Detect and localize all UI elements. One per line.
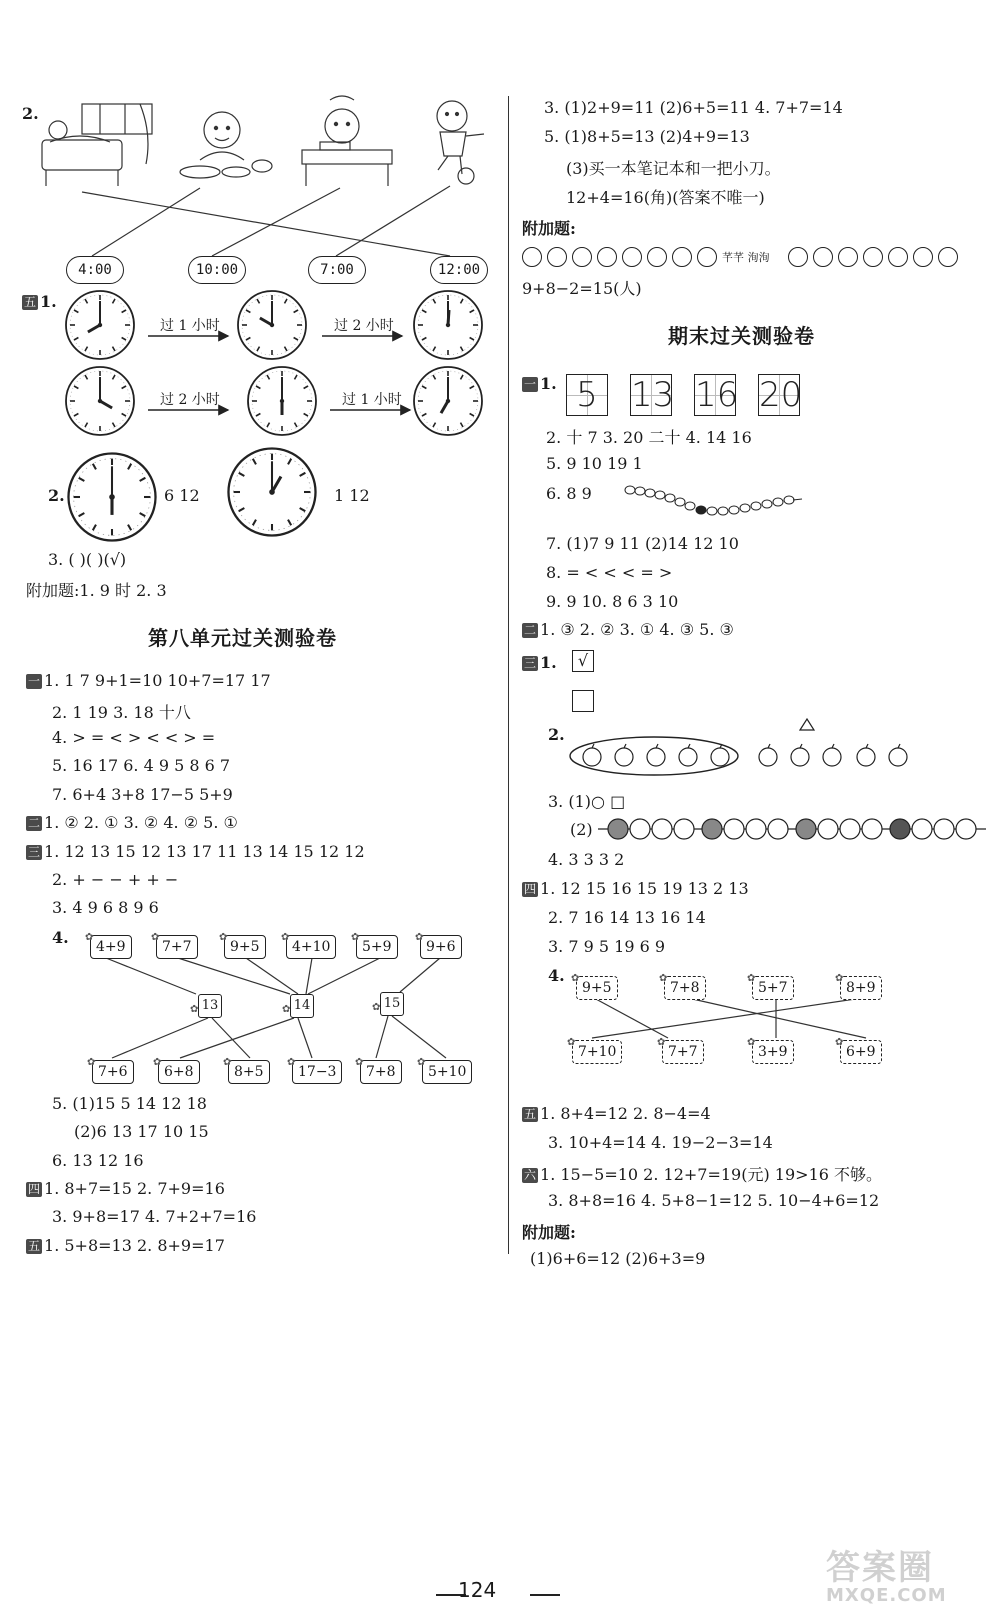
answer-line: 五 1. 5+8=13 2. 8+9=17 [28, 1236, 225, 1255]
section-tag: 四 [524, 882, 537, 896]
expression-box: ✿ 4+10 [286, 935, 336, 959]
answer-line: 四 1. 12 15 16 15 19 13 2 13 [524, 879, 749, 898]
expression-box: ✿ 8+5 [228, 1060, 270, 1084]
expression-box: ✿ 7+7 [156, 935, 198, 959]
section-tag: 一 [28, 674, 41, 688]
digit-box: 5 [566, 374, 608, 416]
answer-line: 三 1. 12 13 15 12 13 17 11 13 14 15 12 12 [28, 842, 365, 861]
number-box: ✿ 13 [198, 994, 222, 1018]
answer-line: 3. (1)○ □ [548, 792, 626, 811]
answer-line: 5. (1)15 5 14 12 18 [52, 1094, 207, 1113]
expression-box: ✿ 5+9 [356, 935, 398, 959]
answer-line: 12+4=16(角)(答案不唯一) [566, 188, 765, 207]
answer-line: (2)6 13 17 10 15 [74, 1122, 209, 1141]
answer-line: 2. 十 7 3. 20 二十 4. 14 16 [546, 428, 752, 447]
digit-box: 13 [631, 375, 675, 415]
answer-line: 四 1. 8+7=15 2. 7+9=16 [28, 1179, 225, 1198]
answer-line: (1)6+6=12 (2)6+3=9 [530, 1249, 706, 1268]
answer-line: 3. (1)2+9=11 (2)6+5=11 4. 7+7=14 [544, 98, 843, 117]
answer-line: 5. (1)8+5=13 (2)4+9=13 [544, 127, 750, 146]
expression-box: ✿ 8+9 [840, 976, 882, 1000]
number-box: ✿ 14 [290, 994, 314, 1018]
answer-line: 7. (1)7 9 11 (2)14 12 10 [546, 534, 739, 553]
question-label: 4. [52, 928, 69, 947]
page-number: 124 [458, 1578, 497, 1602]
time-capsule: 10:00 [188, 256, 246, 284]
clock-answer: 6 12 [164, 486, 200, 505]
answer-line: 3. 8+8=16 4. 5+8−1=12 5. 10−4+6=12 [548, 1191, 880, 1210]
arrow-label: 过 2 小时 [334, 318, 394, 334]
expression-box: ✿ 9+6 [420, 935, 462, 959]
answer-line: 3. 10+4=14 4. 19−2−3=14 [548, 1133, 773, 1152]
section-tag: 四 [28, 1182, 41, 1196]
answer-line: 4. > = < > < < > = [52, 728, 216, 747]
time-capsule: 4:00 [66, 256, 124, 284]
unit-8-title: 第八单元过关测验卷 [148, 626, 337, 650]
answer-line: 二 1. ③ 2. ② 3. ① 4. ③ 5. ③ [524, 620, 734, 639]
clock-answer: 1 12 [334, 486, 370, 505]
section-three-heading: 三 1. [524, 653, 557, 672]
answer-line: 2. 7 16 14 13 16 14 [548, 908, 706, 927]
answer-line: 2. + − − + + − [52, 870, 179, 889]
answer-line: 9+8−2=15(人) [522, 279, 642, 298]
answer-line: 6. 13 12 16 [52, 1151, 144, 1170]
answer-line: 二 1. ② 2. ① 3. ② 4. ② 5. ① [28, 813, 238, 832]
number-box: ✿ 15 [380, 992, 404, 1016]
question-label: 1. [40, 292, 57, 311]
checked-box: √ [572, 650, 594, 672]
watermark: 答案圈 MXQE.COM [826, 1548, 947, 1606]
answer-line: 4. 3 3 3 2 [548, 850, 625, 869]
question-label: 4. [548, 966, 565, 985]
bonus-heading: 附加题: [522, 1223, 576, 1242]
question-label: 2. [48, 486, 65, 505]
answer-line: 8. = < < < = > [546, 563, 673, 582]
expression-box: ✿ 7+7 [662, 1040, 704, 1064]
section-tag: 二 [28, 816, 41, 830]
answer-line: 五 1. 8+4=12 2. 8−4=4 [524, 1104, 711, 1123]
expression-box: ✿ 6+8 [158, 1060, 200, 1084]
expression-box: ✿ 7+8 [664, 976, 706, 1000]
footer-rule [530, 1594, 560, 1596]
expression-box: ✿ 5+10 [422, 1060, 472, 1084]
section-tag: 六 [524, 1168, 537, 1182]
expression-box: ✿ 7+10 [572, 1040, 622, 1064]
section-tag: 一 [524, 377, 537, 391]
answer-line: 3. 7 9 5 19 6 9 [548, 937, 666, 956]
answer-line: 一 1. 1 7 9+1=10 10+7=17 17 [28, 671, 271, 690]
section-tag: 二 [524, 623, 537, 637]
digit-box: 16 [695, 375, 739, 415]
arrow-label: 过 1 小时 [342, 392, 402, 408]
section-tag: 三 [524, 656, 537, 670]
arrow-label: 过 1 小时 [160, 318, 220, 334]
section-tag: 五 [524, 1107, 537, 1121]
answer-line: 5. 16 17 6. 4 9 5 8 6 7 [52, 756, 231, 775]
answer-line: 9. 9 10. 8 6 3 10 [546, 592, 679, 611]
bonus-answer: 附加题:1. 9 时 2. 3 [26, 581, 167, 600]
answer-line: 六 1. 15−5=10 2. 12+7=19(元) 19>16 不够。 [524, 1165, 883, 1184]
answer-line: 2. 1 19 3. 18 十八 [52, 703, 191, 722]
answer-line: (2) [570, 820, 593, 839]
time-capsule: 7:00 [308, 256, 366, 284]
expression-box: ✿ 17−3 [292, 1060, 342, 1084]
expression-box: ✿ 7+6 [92, 1060, 134, 1084]
question-2-label: 2. [22, 104, 39, 123]
final-exam-title: 期末过关测验卷 [668, 324, 815, 348]
answer-line: (3)买一本笔记本和一把小刀。 [566, 159, 781, 178]
bonus-heading: 附加题: [522, 219, 576, 238]
answer-line: 7. 6+4 3+8 17−5 5+9 [52, 785, 233, 804]
section-tag: 五 [24, 295, 37, 309]
answer-line: 3. ( )( )(√) [48, 550, 127, 569]
section-tag: 五 [28, 1239, 41, 1253]
section-tag: 三 [28, 845, 41, 859]
arrow-label: 过 2 小时 [160, 392, 220, 408]
expression-box: ✿ 7+8 [360, 1060, 402, 1084]
question-label: 2. [548, 725, 565, 744]
section-one-heading: 一 1. [524, 374, 557, 393]
time-capsule: 12:00 [430, 256, 488, 284]
digit-box: 20 [759, 375, 803, 415]
answer-line: 6. 8 9 [546, 484, 592, 503]
answer-line: 3. 4 9 6 8 9 6 [52, 898, 159, 917]
names-label: 芊芊 洵洵 [722, 251, 770, 264]
expression-box: ✿ 4+9 [90, 935, 132, 959]
expression-box: ✿ 9+5 [224, 935, 266, 959]
expression-box: ✿ 5+7 [752, 976, 794, 1000]
expression-box: ✿ 9+5 [576, 976, 618, 1000]
answer-line: 3. 9+8=17 4. 7+2+7=16 [52, 1207, 257, 1226]
expression-box: ✿ 6+9 [840, 1040, 882, 1064]
expression-box: ✿ 3+9 [752, 1040, 794, 1064]
answer-line: 5. 9 10 19 1 [546, 454, 643, 473]
